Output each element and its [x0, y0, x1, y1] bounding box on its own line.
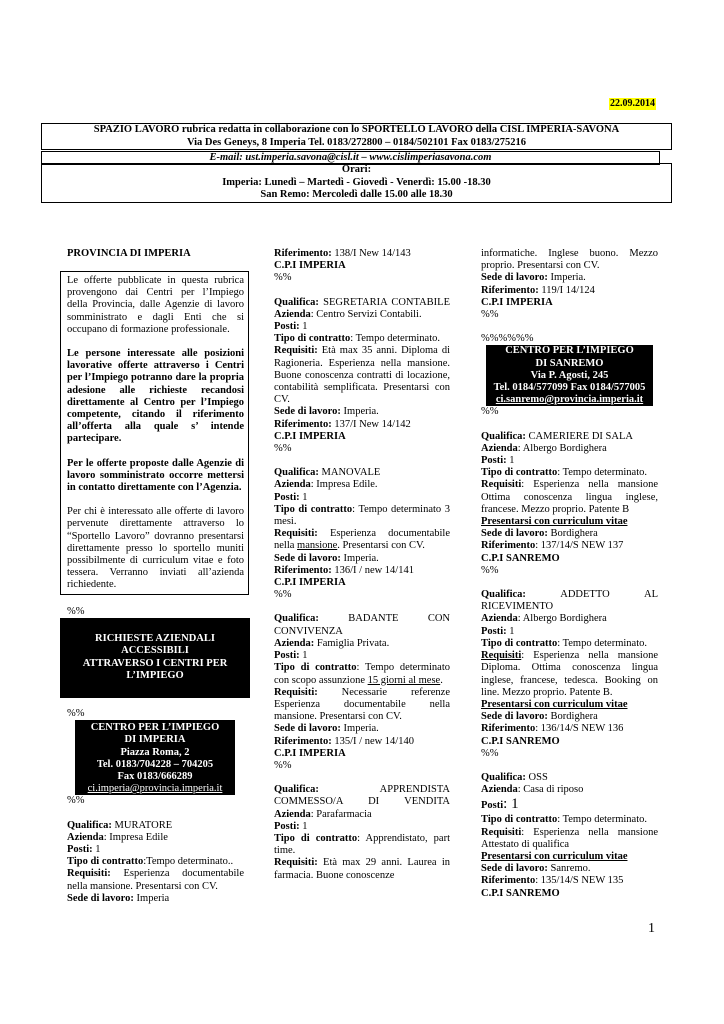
label: Qualifica: [481, 589, 526, 601]
value: 1 [299, 321, 308, 333]
separator: %% [274, 589, 292, 601]
value: . [440, 674, 443, 686]
info-paragraph: Le persone interessate alle posizioni lavorative offerte attraverso i Centri per l’Impiego potranno dare la propria adesione alle richieste recandosi direttamente al Centro per l’Impiego competente, citando il riferimento all’offerta alla quale s’ intende partecipare. [67, 348, 244, 445]
value: : 1 [503, 796, 519, 813]
centro-sanremo-box [486, 345, 653, 406]
value: : Centro Servizi Contabili. [310, 308, 422, 320]
header-email[interactable]: E-mail: ust.imperia.savona@cisl.it – www.cislimperiasavona.com [41, 151, 660, 165]
document-date: 22.09.2014 [610, 98, 655, 109]
label: Riferimento [481, 723, 536, 735]
cpi-label: C.P.I IMPERIA [481, 296, 553, 308]
box-line: ATTRAVERSO I CENTRI PER [82, 657, 228, 669]
job-sede [67, 893, 244, 905]
label: Posti: [274, 650, 300, 662]
value: 135/I / new 14/140 [331, 735, 414, 747]
separator: %% [481, 309, 499, 321]
info-paragraph: Per chi è interessato alle offerte di lavoro pervenute direttamente attraverso lo “Sportello Lavoro” dovranno presentarsi direttamente presso lo sportello muniti possibilmente di curriculum vitae e foto tessera. Verranno inviati all’azienda richiedente. [67, 506, 244, 591]
separator: %%%%%% [481, 333, 534, 345]
value: : 137/14/S NEW 137 [535, 540, 624, 552]
label: Posti: [67, 844, 93, 856]
label: Azienda [67, 831, 104, 843]
value: Imperia [133, 892, 170, 904]
hours-sanremo: San Remo: Mercoledì dalle 15.00 alle 18.30 [260, 189, 453, 200]
value: : Apprendistato, part time. [274, 832, 451, 857]
page-number: 1 [648, 921, 655, 936]
label: Sede di lavoro: [67, 892, 134, 904]
label: Tipo di contratto [67, 856, 144, 868]
label: Riferimento: [274, 418, 332, 430]
value: : Casa di riposo [517, 784, 584, 796]
value: Imperia. [340, 406, 379, 418]
label: Tipo di contratto [274, 662, 357, 674]
cpi-label: C.P.I SANREMO [481, 735, 560, 747]
value: OSS [525, 771, 548, 783]
separator: %% [274, 443, 292, 455]
value: MANOVALE [318, 467, 381, 479]
centro-line: Via P. Agosti, 245 [530, 369, 609, 381]
info-box [60, 271, 249, 595]
accessible-requests-box [60, 618, 250, 698]
label: Tipo di contratto [274, 503, 353, 515]
label: Posti [481, 800, 504, 812]
label: Riferimento: [274, 248, 332, 259]
label: Azienda: [274, 637, 315, 649]
separator: %% [274, 759, 292, 771]
label: Tipo di contratto [481, 814, 558, 826]
label: Riferimento: [274, 564, 332, 576]
label: Tipo di contratto [481, 467, 558, 479]
value: Età max 29 anni. Laurea in farmacia. Buone conoscenze [274, 857, 450, 881]
centro-imperia-box [75, 720, 235, 795]
cpi-label: C.P.I IMPERIA [274, 747, 346, 759]
separator: %% [274, 272, 292, 284]
value: Imperia. [340, 723, 379, 735]
separator: %% [67, 708, 85, 720]
centro-line: Piazza Roma, 2 [120, 746, 190, 758]
value: : Parafarmacia [310, 808, 372, 820]
value: 138/I New 14/143 [331, 248, 411, 259]
value: Età max 35 anni. Diploma di Ragioneria. Esperienza nella mansione. Buone conoscenza contratti di locazione, contabilità semplificata. Presentarsi con CV. [274, 345, 450, 406]
box-line: RICHIESTE AZIENDALI [95, 633, 215, 645]
column-2 [274, 248, 450, 882]
value: :Tempo determinato.. [143, 856, 234, 868]
value: Necessarie referenze Esperienza documentabile nella mansione. Presentarsi con CV. [274, 686, 450, 723]
job-contratto [67, 856, 244, 868]
label: Sede di lavoro: [274, 552, 341, 564]
label: Sede di lavoro: [481, 528, 548, 540]
label: Riferimento [481, 875, 536, 887]
label: Azienda [274, 808, 311, 820]
cpi-label: C.P.I IMPERIA [274, 260, 346, 272]
separator: %% [481, 564, 499, 576]
value: 1 [506, 625, 515, 637]
label: Requisiti [481, 650, 522, 662]
label: Riferimento [481, 540, 536, 552]
label: Tipo di contratto [274, 832, 358, 844]
label: Azienda [481, 613, 518, 625]
label: Qualifica: [67, 819, 112, 831]
column-3 [481, 248, 658, 900]
section-title: PROVINCIA DI IMPERIA [67, 248, 191, 259]
hours-title: Orari: [341, 164, 372, 175]
value: Bordighera [547, 528, 598, 540]
value: mansione [297, 540, 338, 552]
cpi-label: C.P.I SANREMO [481, 887, 560, 899]
separator: %% [67, 606, 85, 617]
separator: %% [481, 406, 499, 418]
label: Sede di lavoro: [481, 863, 548, 875]
value: : 135/14/S NEW 135 [535, 875, 624, 887]
label: Riferimento: [274, 735, 332, 747]
centro-line: Tel. 0183/704228 – 704205 [96, 758, 214, 770]
label: Sede di lavoro: [481, 711, 548, 723]
centro-line: Tel. 0184/577099 Fax 0184/577005 [493, 382, 646, 394]
label: Sede di lavoro: [274, 723, 341, 735]
label: Requisiti: [274, 345, 318, 357]
label: Qualifica: [481, 771, 526, 783]
label: Qualifica: [274, 467, 319, 479]
cpi-label: C.P.I IMPERIA [274, 430, 346, 442]
value: 1 [299, 650, 308, 662]
centro-line: DI SANREMO [535, 357, 604, 369]
value: 1 [299, 491, 308, 503]
label: Requisiti: [274, 857, 318, 869]
value: : Tempo determinato. [557, 467, 647, 479]
label: Requisiti: [274, 528, 318, 540]
label: Requisiti: [274, 686, 318, 698]
value: 137/I New 14/142 [331, 418, 411, 430]
value: APPRENDISTA COMMESSO/A DI VENDITA [274, 784, 450, 808]
value: : Tempo determinato. [557, 814, 647, 826]
centro-line: CENTRO PER L’IMPIEGO [90, 722, 220, 734]
header-box [41, 123, 672, 150]
label: Azienda [481, 784, 518, 796]
centro-line: Fax 0183/666289 [117, 771, 193, 783]
label: Qualifica: [274, 613, 319, 625]
header-address: Via Des Geneys, 8 Imperia Tel. 0183/272800 – 0184/502101 Fax 0183/275216 [186, 136, 527, 148]
value: : Impresa Edile [103, 831, 168, 843]
value: Esperienza documentabile nella [274, 528, 450, 552]
label: Azienda [274, 308, 311, 320]
value: Esperienza documentabile nella mansione. Presentarsi con CV. [67, 868, 244, 892]
value: 1 [506, 455, 515, 467]
job-requisiti [67, 868, 244, 892]
continued-text: informatiche. Inglese buono. Mezzo proprio. Presentarsi con CV. [481, 248, 658, 272]
value: : Esperienza nella mansione Attestato di qualifica [481, 826, 658, 850]
hours-imperia: Imperia: Lunedì – Martedì - Giovedì - Venerdì: 15.00 -18.30 [222, 176, 491, 188]
centro-line: CENTRO PER L’IMPIEGO [505, 345, 634, 357]
apply-note: Presentarsi con curriculum vitae [481, 850, 628, 862]
value: Sanremo. [547, 863, 591, 875]
label: Qualifica: [274, 296, 319, 308]
value: : Tempo determinato. [350, 333, 440, 345]
label: Posti: [274, 321, 300, 333]
box-line: L’IMPIEGO [126, 669, 184, 681]
job-azienda [67, 832, 244, 844]
label: Posti: [481, 625, 507, 637]
value: : Esperienza nella mansione Ottima conoscenza lingua inglese, francese. Mezzo proprio. Patente B [481, 479, 658, 515]
label: Tipo di contratto [274, 333, 351, 345]
label: Sede di lavoro: [274, 406, 341, 418]
job-posti [67, 844, 244, 856]
apply-note: Presentarsi con curriculum vitae [481, 698, 628, 710]
value: SEGRETARIA CONTABILE [323, 296, 450, 308]
value: BADANTE CON CONVIVENZA [274, 613, 450, 637]
label: Requisiti: [67, 868, 111, 880]
label: Azienda [274, 479, 311, 491]
value: Imperia. [340, 552, 379, 564]
centro-email-link[interactable]: ci.sanremo@provincia.imperia.it [495, 394, 644, 406]
value: 15 giorni al mese [367, 674, 441, 686]
value: ADDETTO AL RICEVIMENTO [481, 589, 658, 613]
value: : Tempo determinato con scopo assunzione [274, 662, 450, 686]
value: Imperia. [547, 272, 586, 284]
value: : Tempo determinato 3 mesi. [274, 503, 450, 528]
value: Bordighera [547, 711, 598, 723]
label: Qualifica: [481, 430, 526, 442]
value: : 136/14/S NEW 136 [535, 723, 624, 735]
value: : Impresa Edile. [310, 479, 378, 491]
value: : Albergo Bordighera [517, 442, 607, 454]
value: 136/I / new 14/141 [331, 564, 414, 576]
centro-line: DI IMPERIA [124, 734, 186, 746]
value: 119/I 14/124 [538, 284, 595, 296]
value: MURATORE [111, 819, 173, 831]
label: Sede di lavoro: [481, 272, 548, 284]
value: CAMERIERE DI SALA [525, 430, 633, 442]
info-paragraph: Le offerte pubblicate in questa rubrica provengono dai Centri per l’Impiego della Provincia, dalle Agenzie di lavoro somministrato e dagli Enti che si occupano di formazione professionale. [67, 275, 244, 335]
label: Requisiti [481, 479, 522, 491]
label: Posti: [274, 491, 300, 503]
hours-box [41, 163, 672, 203]
value: : Tempo determinato. [557, 637, 647, 649]
header-title: SPAZIO LAVORO rubrica redatta in collaborazione con lo SPORTELLO LAVORO della CISL IMPERIA-SAVONA [93, 124, 620, 135]
label: Tipo di contratto [481, 637, 558, 649]
cpi-label: C.P.I IMPERIA [274, 577, 346, 589]
value: . Presentarsi con CV. [337, 540, 425, 552]
column-1-lower [67, 606, 244, 905]
value: 1 [92, 844, 101, 856]
job-qualifica [67, 820, 244, 832]
cpi-label: C.P.I SANREMO [481, 552, 560, 564]
value: : Esperienza nella mansione Diploma. Ottima conoscenza lingua inglese, francese, tedesca. Booking on line. Mezzo proprio. Patente B. [481, 650, 658, 698]
separator: %% [67, 795, 85, 807]
label: Posti: [481, 455, 507, 467]
label: Requisiti [481, 826, 522, 838]
apply-note: Presentarsi con curriculum vitae [481, 516, 628, 528]
separator: %% [481, 747, 499, 759]
label: Riferimento: [481, 284, 539, 296]
label: Qualifica: [274, 784, 319, 796]
box-line: ACCESSIBILI [121, 645, 189, 657]
info-paragraph: Per le offerte proposte dalle Agenzie di lavoro somministrato occorre mettersi in contatto direttamente con l’Agenzia. [67, 457, 244, 494]
centro-email-link[interactable]: ci.imperia@provincia.imperia.it [87, 783, 223, 795]
label: Posti: [274, 820, 300, 832]
label: Azienda [481, 442, 518, 454]
value: Famiglia Privata. [314, 637, 390, 649]
value: 1 [299, 820, 308, 832]
value: : Albergo Bordighera [517, 613, 607, 625]
